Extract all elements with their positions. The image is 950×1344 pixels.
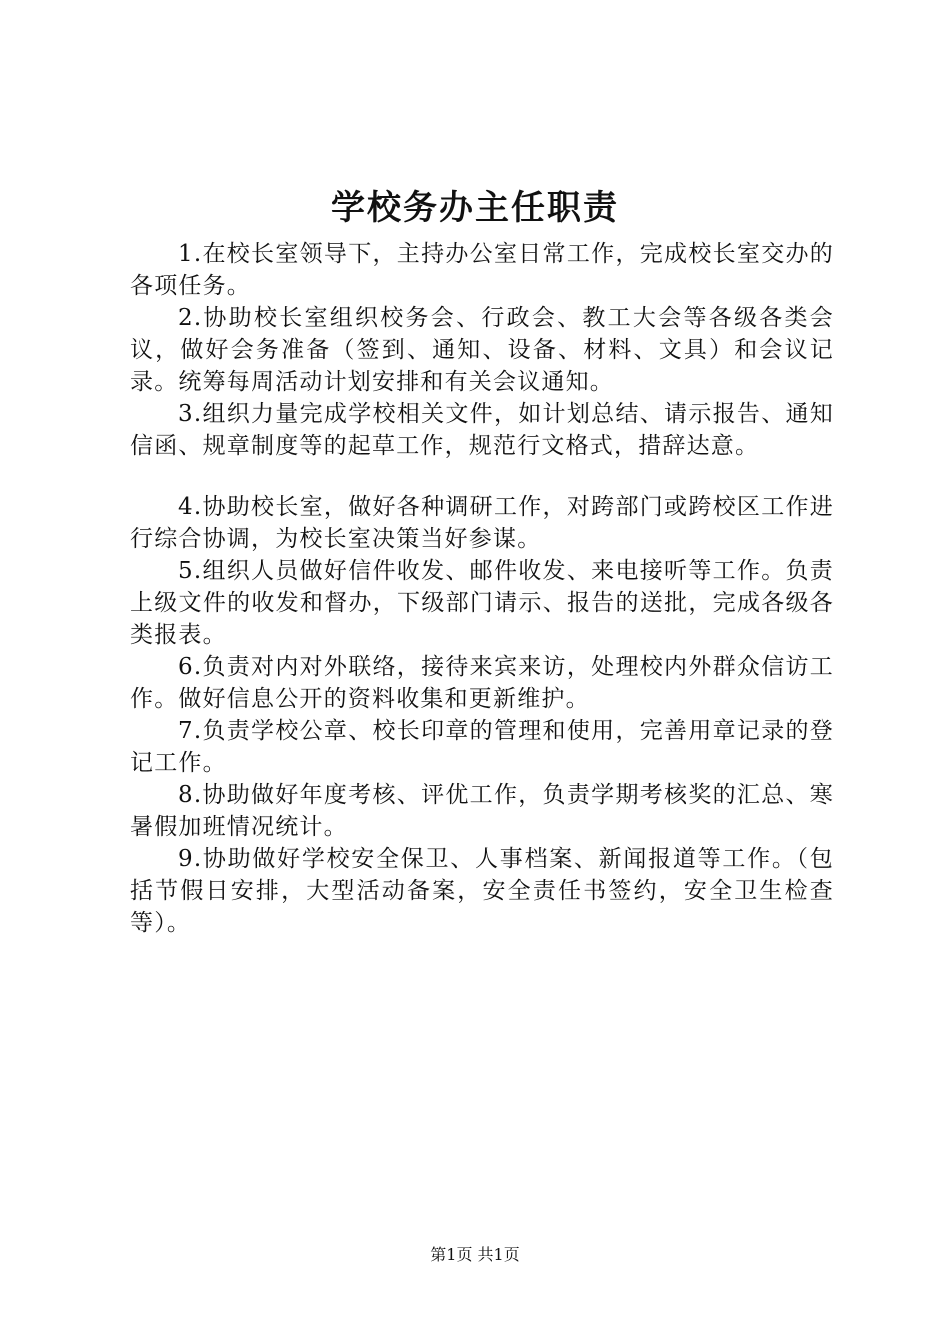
paragraph-7: 7.负责学校公章、校长印章的管理和使用，完善用章记录的登记工作。 bbox=[130, 718, 834, 776]
paragraph-9: 9.协助做好学校安全保卫、人事档案、新闻报道等工作。（包括节假日安排，大型活动备案，安全责任书签约，安全卫生检查等）。 bbox=[130, 846, 834, 936]
page-number-footer: 第1页 共1页 bbox=[430, 1245, 520, 1264]
paragraph-6: 6.负责对内对外联络，接待来宾来访，处理校内外群众信访工作。做好信息公开的资料收集和更新维护。 bbox=[130, 654, 834, 712]
paragraph-5: 5.组织人员做好信件收发、邮件收发、来电接听等工作。负责上级文件的收发和督办，下级部门请示、报告的送批，完成各级各类报表。 bbox=[130, 558, 834, 648]
document-body bbox=[130, 238, 834, 939]
document-title: 学校务办主任职责 bbox=[331, 188, 619, 228]
paragraph-8: 8.协助做好年度考核、评优工作，负责学期考核奖的汇总、寒暑假加班情况统计。 bbox=[130, 782, 834, 840]
paragraph-2: 2.协助校长室组织校务会、行政会、教工大会等各级各类会议，做好会务准备（签到、通知、设备、材料、文具）和会议记录。统筹每周活动计划安排和有关会议通知。 bbox=[130, 305, 834, 395]
paragraph-4: 4.协助校长室，做好各种调研工作，对跨部门或跨校区工作进行综合协调，为校长室决策当好参谋。 bbox=[130, 494, 834, 552]
paragraph-1: 1.在校长室领导下，主持办公室日常工作，完成校长室交办的各项任务。 bbox=[130, 241, 834, 299]
paragraph-3: 3.组织力量完成学校相关文件，如计划总结、请示报告、通知信函、规章制度等的起草工作，规范行文格式，措辞达意。 bbox=[130, 401, 834, 459]
